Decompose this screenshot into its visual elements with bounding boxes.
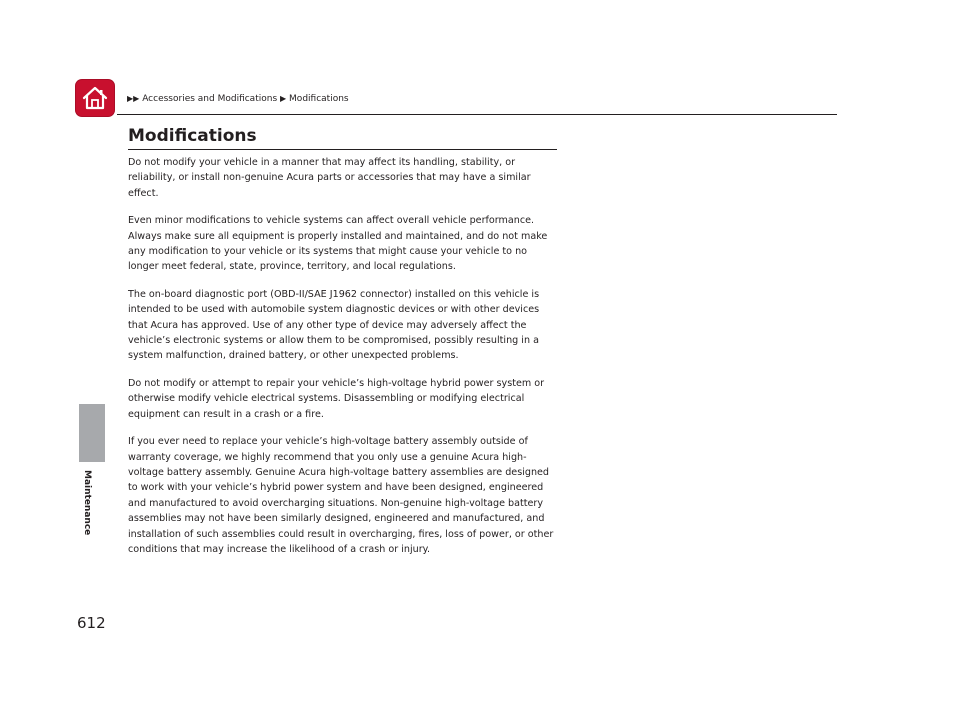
- paragraph: The on-board diagnostic port (OBD-II/SAE J1962 connector) installed on this vehicle is intended to be used with automobile system diagnostic devices or with other devices that Acura has approved. Use of any other type of device may adversely affect the vehicle’s electronic systems or allow them to be compromised, possibly resulting in a system malfunction, drained battery, or other unexpected problems.: [128, 288, 540, 362]
- page-number: 612: [77, 614, 106, 632]
- home-button[interactable]: [75, 79, 115, 117]
- paragraph: Do not modify or attempt to repair your vehicle’s high-voltage hybrid power system or otherwise modify vehicle electrical systems. Disassembling or modifying electrical equipment can result in a crash or a fire.: [128, 377, 545, 420]
- breadcrumb-item-current[interactable]: Modifications: [289, 94, 349, 104]
- paragraph: If you ever need to replace your vehicle’s high-voltage battery assembly outside of warranty coverage, we highly recommend that you only use a genuine Acura high-voltage battery assembly. Genuine Acura high-voltage battery assemblies are designed to work with your vehicle’s hybrid power system and have been designed, engineered and manufactured to avoid overcharging situations. Non-genuine high-voltage battery assemblies may not have been similarly designed, engineered and manufactured, and installation of such assemblies could result in overcharging, fires, loss of power, or other conditions that may increase the likelihood of a crash or injury.: [128, 436, 554, 555]
- title-divider: [128, 149, 557, 150]
- paragraph: Do not modify your vehicle in a manner that may affect its handling, stability, or reliability, or install non-genuine Acura parts or accessories that may have a similar effect.: [128, 157, 531, 199]
- section-label: Maintenance: [82, 470, 92, 536]
- triangle-right-icon: ▶▶: [127, 94, 140, 103]
- triangle-right-icon: ▶: [280, 94, 287, 103]
- body-text: [128, 155, 560, 569]
- breadcrumb: [127, 94, 349, 104]
- breadcrumb-item-section[interactable]: Accessories and Modifications: [142, 94, 278, 104]
- section-tab[interactable]: [79, 404, 105, 462]
- home-icon: [81, 84, 109, 112]
- page-title: Modifications: [128, 126, 257, 146]
- paragraph: Even minor modifications to vehicle systems can affect overall vehicle performance. Always make sure all equipment is properly installed and maintained, and do not make any modification to your vehicle or its systems that might cause your vehicle to no longer meet federal, state, province, territory, and local regulations.: [128, 215, 548, 273]
- header-divider: [117, 114, 837, 115]
